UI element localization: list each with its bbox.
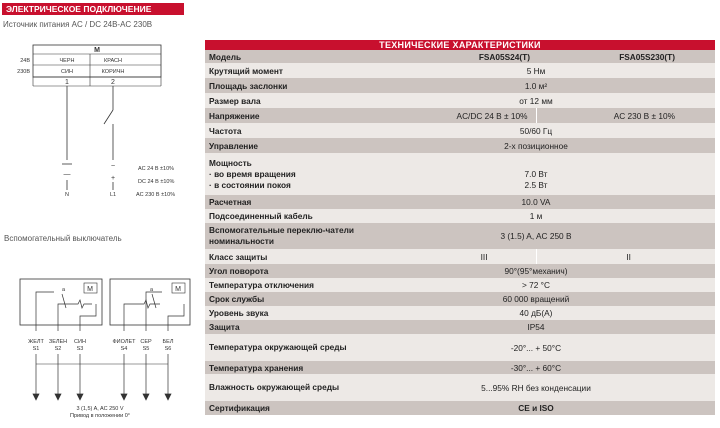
spec-label: Крутящий момент	[205, 63, 357, 78]
wire2-24-label: КРАСН	[104, 58, 122, 64]
aux-wire-code-4: S4	[120, 346, 128, 352]
spec-value: 5...95% RH без конденсации	[357, 374, 715, 401]
power-idle-value: 2.5 Вт	[524, 180, 548, 190]
aux-wire-code-2: S2	[54, 346, 62, 352]
spec-row-shaft	[205, 93, 715, 108]
spec-label: Уровень звука	[205, 306, 357, 320]
electrical-section-title: ЭЛЕКТРИЧЕСКОЕ ПОДКЛЮЧЕНИЕ	[2, 3, 184, 15]
spec-label: Напряжение	[205, 108, 357, 123]
aux-wire-color-5: СЕР	[140, 339, 152, 345]
spec-label: Температура отключения	[205, 278, 357, 292]
spec-label: Вспомогательные переклю-чатели номинальности	[205, 223, 357, 249]
spec-row-cable	[205, 209, 715, 223]
motor-symbol: M	[94, 47, 100, 54]
aux-wire-code-6: S6	[164, 346, 172, 352]
spec-label: Класс защиты	[205, 249, 357, 264]
aux-a-1: a	[62, 287, 66, 293]
spec-value: 50/60 Гц	[357, 123, 715, 138]
spec-label: Защита	[205, 320, 357, 334]
dc-plus-symbol: +	[110, 175, 116, 182]
spec-row-area	[205, 78, 715, 93]
spec-table-title: ТЕХНИЧЕСКИЕ ХАРАКТЕРИСТИКИ	[205, 40, 715, 50]
l1-label: L1	[109, 192, 117, 198]
spec-value-voltage-b: AC 230 В ± 10%	[536, 108, 715, 123]
spec-value: 60 000 вращений	[357, 292, 715, 306]
spec-label-power	[205, 153, 357, 195]
spec-label: Частота	[205, 123, 357, 138]
spec-label: Влажность окружающей среды	[205, 374, 357, 401]
spec-value-model-b: FSA05S230(T)	[536, 50, 715, 63]
spec-label: Температура окружающей среды	[205, 334, 357, 361]
power-label: Мощность	[209, 157, 252, 168]
aux-switch-title: Вспомогательный выключатель	[4, 234, 122, 243]
voltage-ac24: AC 24 В ±10%	[138, 166, 175, 172]
spec-value: > 72 °C	[357, 278, 715, 292]
spec-row-model	[205, 50, 715, 63]
spec-value-voltage-a: AC/DC 24 В ± 10%	[357, 108, 536, 123]
spec-label: Площадь заслонки	[205, 78, 357, 93]
spec-row-frequency	[205, 123, 715, 138]
spec-table	[205, 50, 715, 415]
power-run-label: · во время вращения	[209, 168, 296, 179]
aux-wire-code-3: S3	[76, 346, 84, 352]
spec-label: Сертификация	[205, 401, 357, 415]
spec-value: 5 Нм	[357, 63, 715, 78]
aux-wire-code-1: S1	[32, 346, 40, 352]
spec-row-power	[205, 153, 715, 195]
aux-position-note: Привод в положении 0°	[70, 413, 130, 419]
spec-row-ambient	[205, 334, 715, 361]
spec-value: 1 м	[357, 209, 715, 223]
spec-row-voltage	[205, 108, 715, 123]
spec-table-container	[205, 40, 715, 415]
spec-value: 2-х позиционное	[357, 138, 715, 153]
spec-row-protection	[205, 320, 715, 334]
spec-value: от 12 мм	[357, 93, 715, 108]
ac-tilde-symbol: ~	[110, 163, 116, 170]
spec-value-power	[357, 153, 715, 195]
spec-row-noise	[205, 306, 715, 320]
switch-contact	[104, 110, 113, 124]
voltage-dc24: DC 24 В ±10%	[138, 179, 175, 185]
spec-row-angle	[205, 264, 715, 278]
spec-label: Размер вала	[205, 93, 357, 108]
wiring-diagram	[0, 0, 200, 428]
row-24v-label: 24В	[20, 58, 30, 64]
aux-wire-color-4: ФИОЛЕТ	[112, 339, 136, 345]
spec-row-cutoff	[205, 278, 715, 292]
power-run-value: 7.0 Вт	[524, 169, 548, 179]
spec-label: Расчетная	[205, 195, 357, 209]
spec-row-class	[205, 249, 715, 264]
spec-label: Модель	[205, 50, 357, 63]
wire1-24-label: ЧЕРН	[59, 58, 75, 64]
spec-value-class-b: II	[536, 249, 715, 264]
spec-value-class-a: III	[357, 249, 536, 264]
spec-value: IP54	[357, 320, 715, 334]
spec-value: -20°... + 50°C	[357, 334, 715, 361]
neutral-label: N	[65, 192, 69, 198]
wire1-230-label: СИН	[61, 69, 73, 75]
spec-value: -30°... + 60°C	[357, 361, 715, 374]
spec-label: Подсоединенный кабель	[205, 209, 357, 223]
spec-value: CE и ISO	[357, 401, 715, 415]
aux-rating-note: 3 (1,5) A, AC 250 V	[76, 406, 124, 412]
spec-value: 90°(95°механич)	[357, 264, 715, 278]
aux-output-arrows	[33, 354, 171, 400]
spec-row-aux	[205, 223, 715, 249]
spec-value-model-a: FSA05S24(T)	[357, 50, 536, 63]
spec-row-life	[205, 292, 715, 306]
spec-label: Угол поворота	[205, 264, 357, 278]
spec-label: Температура хранения	[205, 361, 357, 374]
terminal-2: 2	[111, 79, 115, 86]
spec-value: 40 дБ(А)	[357, 306, 715, 320]
spec-row-humidity	[205, 374, 715, 401]
spec-row-torque	[205, 63, 715, 78]
aux-wire-color-1: ЖЕЛТ	[28, 339, 44, 345]
aux-wire-color-2: ЗЕЛЕН	[48, 339, 68, 345]
aux-motor-2: M	[175, 286, 181, 293]
dc-minus-symbol: —	[63, 171, 71, 178]
power-supply-label: Источник питания AC / DC 24В-AC 230В	[3, 20, 153, 29]
aux-wire-color-3: СИН	[74, 339, 86, 345]
row-230v-label: 230В	[17, 69, 30, 75]
spec-row-cert	[205, 401, 715, 415]
spec-value: 1.0 м²	[357, 78, 715, 93]
spec-value: 10.0 VA	[357, 195, 715, 209]
aux-motor-1: M	[87, 286, 93, 293]
power-idle-label: · в состоянии покоя	[209, 179, 291, 190]
spec-value: 3 (1.5) A, AC 250 В	[357, 223, 715, 249]
terminal-1: 1	[65, 79, 69, 86]
aux-wire-color-6: БЕЛ	[162, 339, 174, 345]
spec-row-control	[205, 138, 715, 153]
spec-label: Управление	[205, 138, 357, 153]
wire2-230-label: КОРИЧН	[101, 69, 125, 75]
voltage-ac230: AC 230 В ±10%	[136, 192, 176, 198]
aux-wire-code-5: S5	[142, 346, 150, 352]
spec-row-storage	[205, 361, 715, 374]
spec-label: Срок службы	[205, 292, 357, 306]
aux-a-2: a	[150, 287, 154, 293]
spec-row-rated	[205, 195, 715, 209]
